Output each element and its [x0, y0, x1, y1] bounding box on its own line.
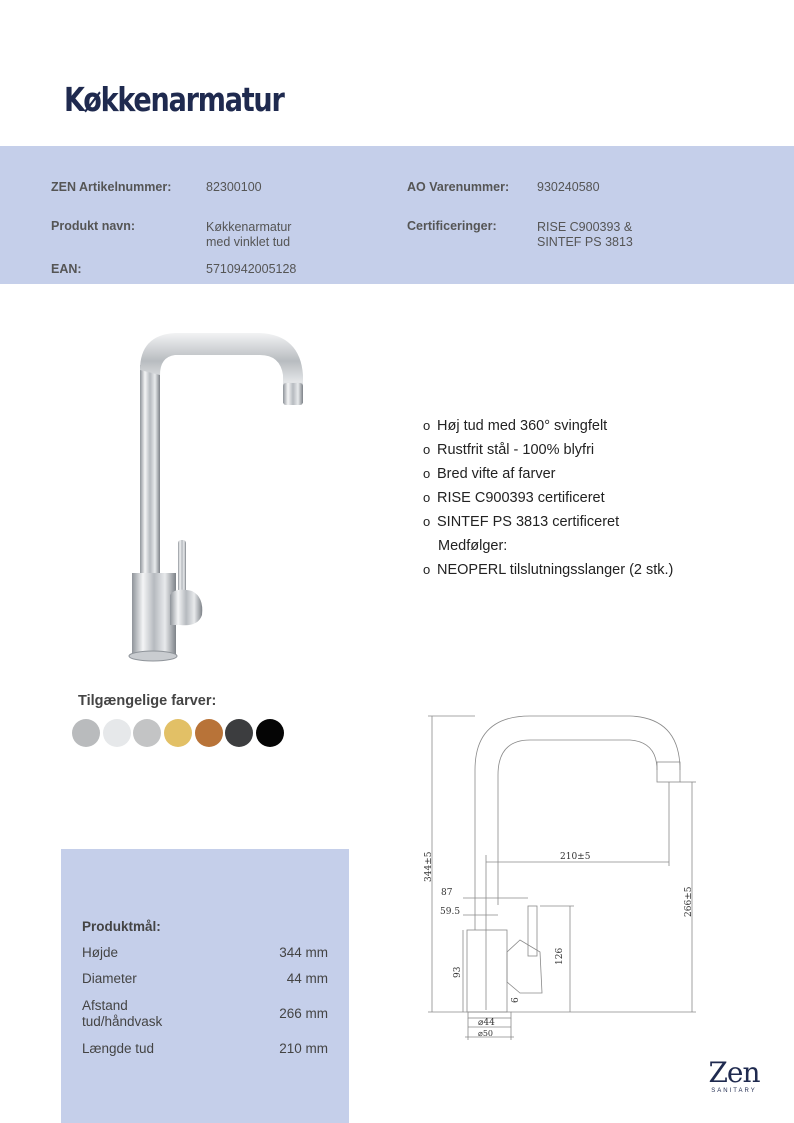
drawing-93-label: 93 — [453, 966, 463, 978]
bullet-icon: o — [423, 562, 431, 577]
color-swatch-steel — [133, 719, 161, 747]
drawing-dia44-label: ⌀44 — [478, 1018, 495, 1028]
bullet-icon: o — [423, 466, 431, 481]
included-label: Medfølger: — [438, 538, 508, 554]
color-swatch-chrome — [103, 719, 131, 747]
drawing-59-label: 59.5 — [440, 907, 461, 917]
dimensions-title: Produktmål: — [82, 919, 161, 934]
zen-sanitary-logo — [703, 1058, 765, 1094]
article-number-label: ZEN Artikelnummer: — [51, 180, 172, 194]
color-swatches — [72, 719, 287, 747]
drawing-87-label: 87 — [441, 888, 453, 898]
certifications-label: Certificeringer: — [407, 219, 497, 233]
color-swatch-brushed-steel — [72, 719, 100, 747]
included-item: o NEOPERL tilslutningsslanger (2 stk.) — [423, 558, 673, 582]
product-name-value — [206, 220, 291, 250]
feature-item: o Bred vifte af farver — [423, 462, 673, 486]
drawing-126-label: 126 — [555, 947, 565, 965]
cert-line2: SINTEF PS 3813 — [537, 235, 633, 249]
product-name-label: Produkt navn: — [51, 219, 136, 233]
logo-subtext: SANITARY — [711, 1088, 757, 1094]
feature-item: o SINTEF PS 3813 certificeret — [423, 510, 673, 534]
drawing-spout-length-label: 210±5 — [560, 852, 591, 862]
product-name-line1: Køkkenarmatur — [206, 220, 292, 234]
page-title: Køkkenarmatur — [64, 80, 284, 119]
faucet-product-image — [120, 325, 320, 670]
ao-number-label: AO Varenummer: — [407, 180, 510, 194]
bullet-icon: o — [423, 418, 431, 433]
ao-number-value: 930240580 — [537, 180, 600, 194]
certifications-value — [537, 220, 633, 250]
ean-label: EAN: — [51, 262, 82, 276]
dimension-row-distance: Afstand tud/håndvask 266 mm — [82, 998, 328, 1029]
drawing-spout-height-label: 266±5 — [684, 886, 694, 917]
drawing-height-label: 344±5 — [424, 851, 434, 882]
bullet-icon: o — [423, 514, 431, 529]
drawing-dia50-label: ⌀50 — [478, 1029, 493, 1038]
color-swatch-gunmetal — [225, 719, 253, 747]
logo-text: Zen — [708, 1056, 760, 1089]
bullet-icon: o — [423, 442, 431, 457]
feature-list — [423, 414, 673, 582]
feature-item: o Rustfrit stål - 100% blyfri — [423, 438, 673, 462]
drawing-6-label: 6 — [511, 997, 521, 1003]
cert-line1: RISE C900393 & — [537, 220, 633, 234]
product-dimensions-box: Produktmål: Højde 344 mm Diameter 44 mm Afstand tud/håndvask 266 mm Længde tud 210 mm — [61, 849, 349, 1123]
color-swatch-copper — [195, 719, 223, 747]
ean-value: 5710942005128 — [206, 262, 297, 276]
product-name-line2: med vinklet tud — [206, 235, 291, 249]
available-colors-label: Tilgængelige farver: — [78, 693, 217, 709]
technical-drawing — [415, 700, 705, 1045]
product-info-band — [0, 146, 794, 284]
article-number-value: 82300100 — [206, 180, 262, 194]
bullet-icon: o — [423, 490, 431, 505]
color-swatch-gold — [164, 719, 192, 747]
feature-item: o Høj tud med 360° svingfelt — [423, 414, 673, 438]
color-swatch-black — [256, 719, 284, 747]
feature-item: o RISE C900393 certificeret — [423, 486, 673, 510]
